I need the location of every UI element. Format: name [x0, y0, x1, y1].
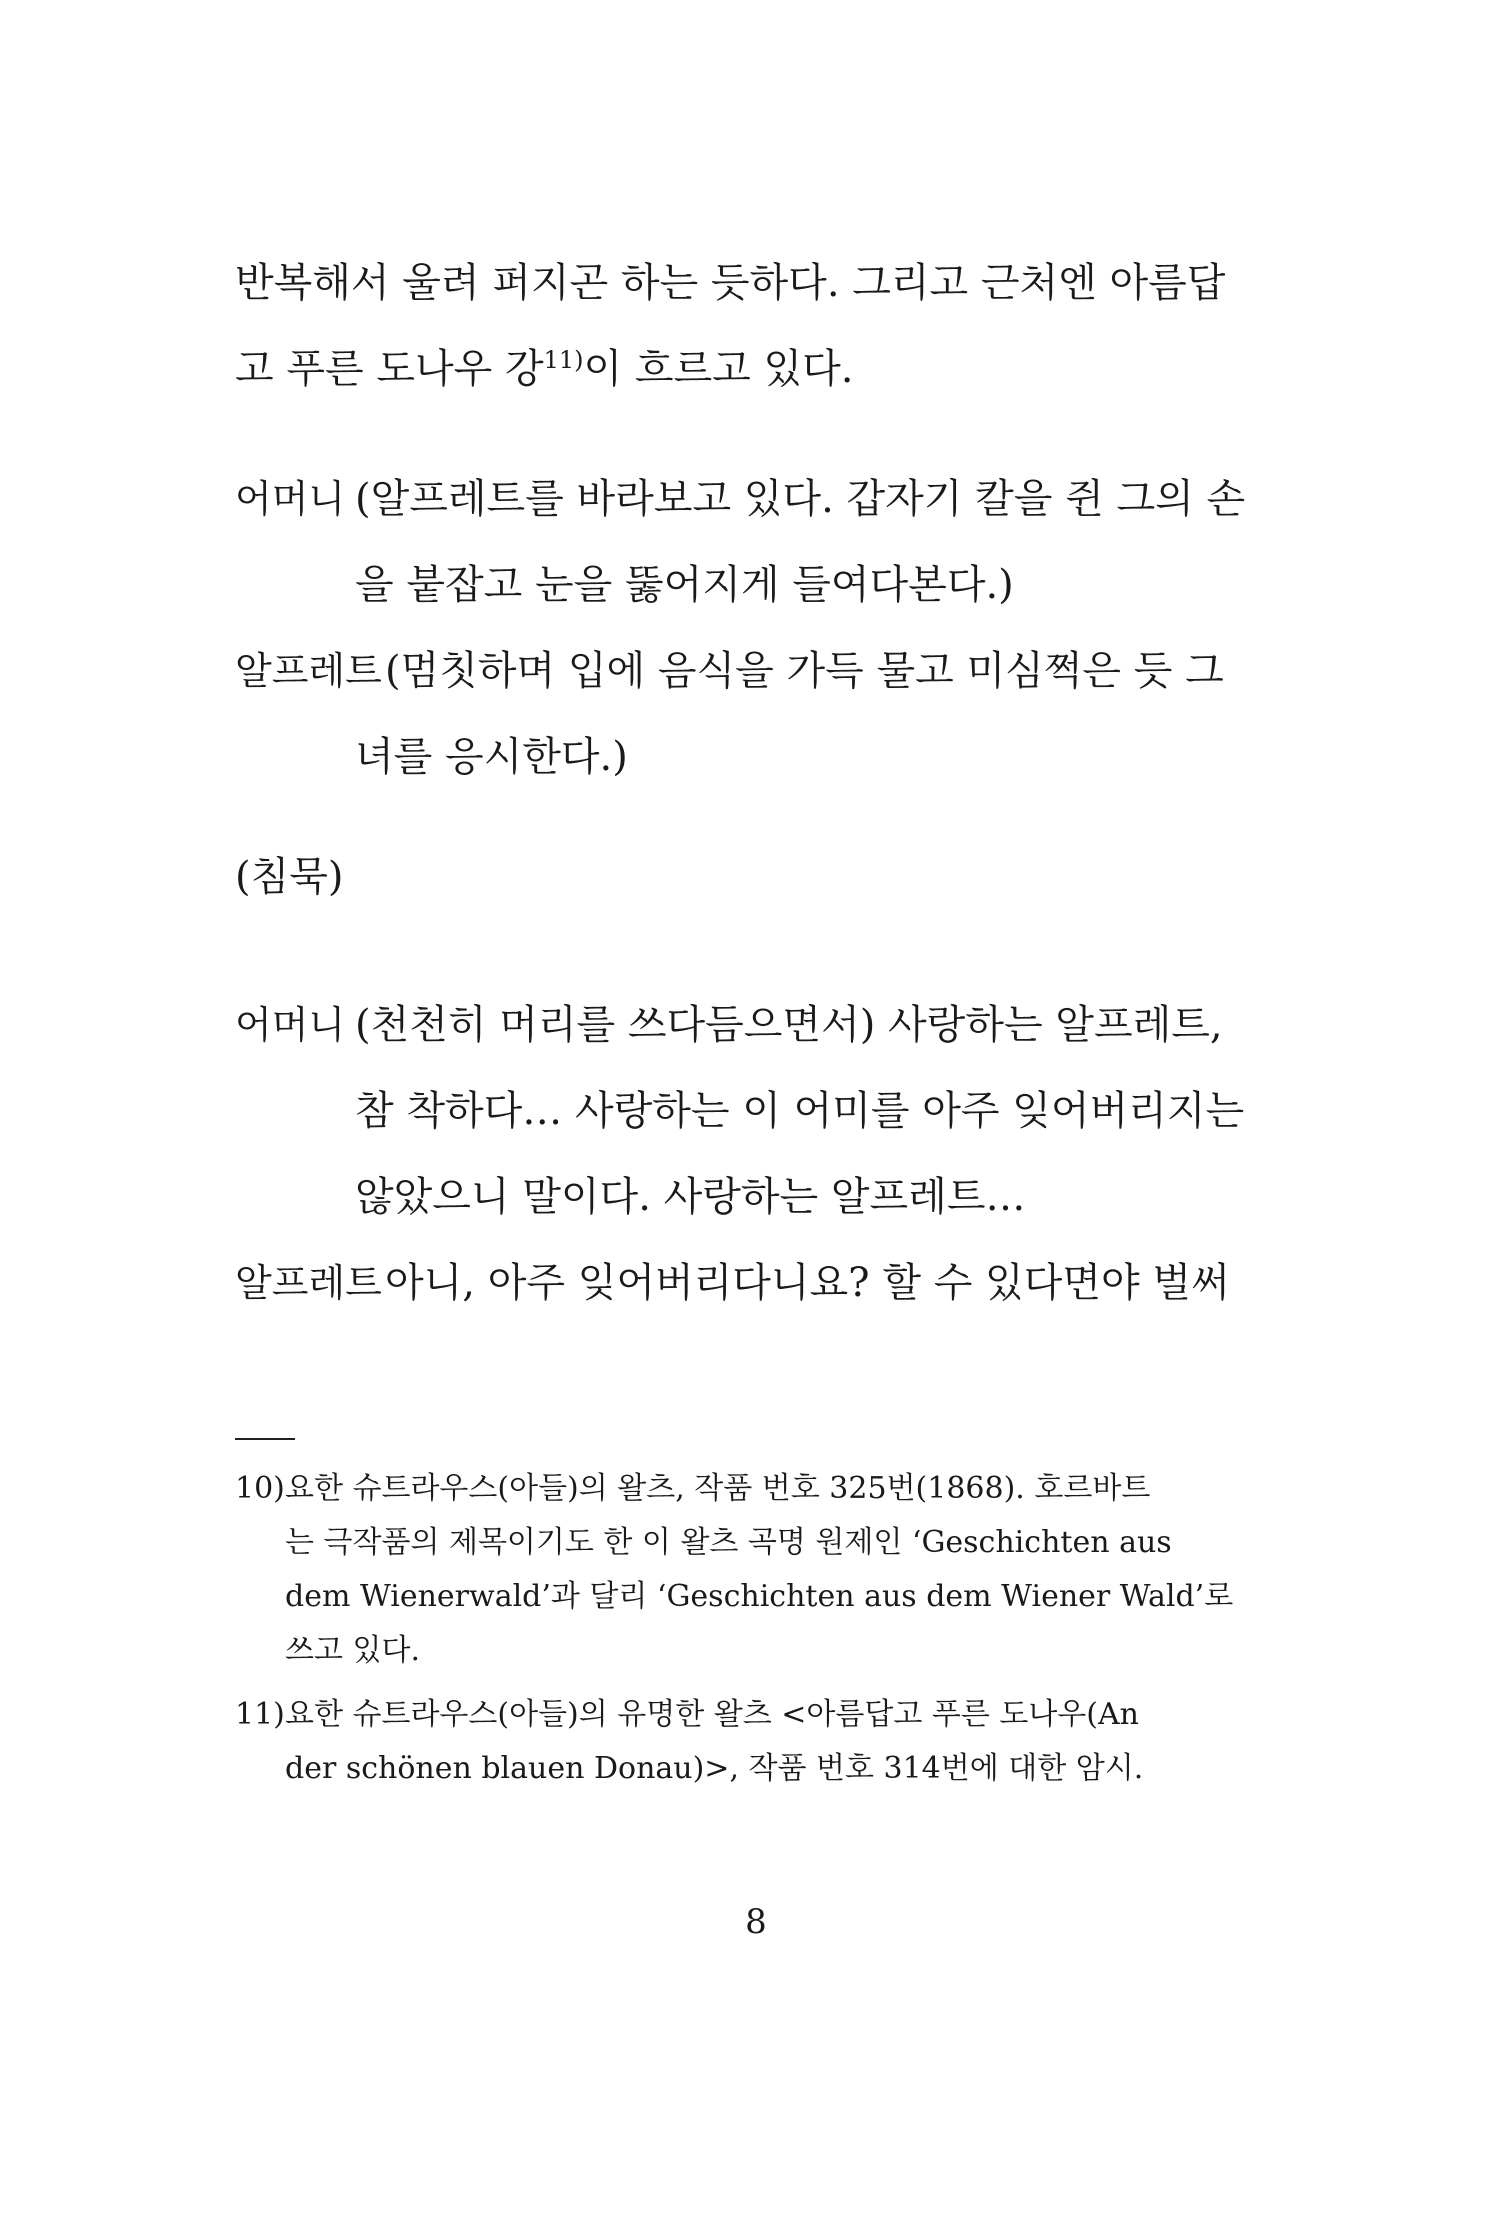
footnote-text: 요한 슈트라우스(아들)의 유명한 왈츠 <아름답고 푸른 도나우(An — [285, 1697, 1139, 1732]
body-line: 반복해서 울려 퍼지곤 하는 듯하다. 그리고 근처엔 아름답 — [235, 260, 1226, 306]
speech-line: (천천히 머리를 쓰다듬으면서) 사랑하는 알프레트, — [355, 1002, 1223, 1048]
dialogue-entry — [235, 982, 1285, 1240]
speech-line: 녀를 응시한다.) — [355, 734, 628, 780]
footnote-line: der schönen blauen Donau)>, 작품 번호 314번에 대한 암시. — [285, 1751, 1144, 1786]
speaker-name: 알프레트 — [235, 1261, 382, 1305]
footnote-line: 는 극작품의 제목이기도 한 이 왈츠 곡명 원제인 ‘Geschichten aus — [285, 1525, 1172, 1560]
footnote-reference[interactable]: 11) — [543, 346, 584, 374]
silence-text: (침묵) — [235, 854, 344, 900]
footnote-text: 요한 슈트라우스(아들)의 왈츠, 작품 번호 325번(1868). 호르바트 — [285, 1471, 1151, 1506]
footnote-line — [235, 1688, 1295, 1742]
footnote-number: 10) — [235, 1471, 285, 1506]
footnote-line: 쓰고 있다. — [285, 1633, 420, 1668]
footnote-number: 11) — [235, 1697, 285, 1732]
speech-line: 아니, 아주 잊어버리다니요? 할 수 있다면야 벌써 — [385, 1260, 1230, 1306]
speaker-name: 어머니 — [235, 477, 346, 521]
speech-line: (알프레트를 바라보고 있다. 갑자기 칼을 쥔 그의 손 — [355, 476, 1246, 522]
speaker-name: 어머니 — [235, 1003, 346, 1047]
speech-line: (멈칫하며 입에 음식을 가득 물고 미심쩍은 듯 그 — [385, 648, 1224, 694]
dialogue-entry — [235, 628, 1285, 800]
stage-direction-silence — [235, 834, 1285, 920]
footnote-separator — [235, 1438, 295, 1440]
stage-direction-paragraph — [235, 240, 1285, 412]
page-number: 8 — [745, 1902, 767, 1942]
footnote-line: dem Wienerwald’과 달리 ‘Geschichten aus dem Wiener Wald’로 — [285, 1579, 1234, 1614]
dialogue-block — [235, 456, 1285, 800]
body-text-span: 고 푸른 도나우 강 — [235, 346, 544, 392]
speech-line: 않았으니 말이다. 사랑하는 알프레트… — [355, 1174, 1026, 1220]
speech-line: 을 붙잡고 눈을 뚫어지게 들여다본다.) — [355, 562, 1014, 608]
speech-line: 참 착하다… 사랑하는 이 어미를 아주 잊어버리지는 — [355, 1088, 1245, 1134]
footnotes-section — [235, 1462, 1295, 1806]
footnote-11 — [235, 1688, 1295, 1796]
speaker-name: 알프레트 — [235, 649, 382, 693]
body-text-span: 이 흐르고 있다. — [583, 346, 854, 392]
dialogue-block — [235, 982, 1285, 1326]
footnote-10 — [235, 1462, 1295, 1678]
dialogue-entry — [235, 1240, 1285, 1326]
footnote-line — [235, 1462, 1295, 1516]
dialogue-entry — [235, 456, 1285, 628]
body-line — [235, 326, 1285, 412]
